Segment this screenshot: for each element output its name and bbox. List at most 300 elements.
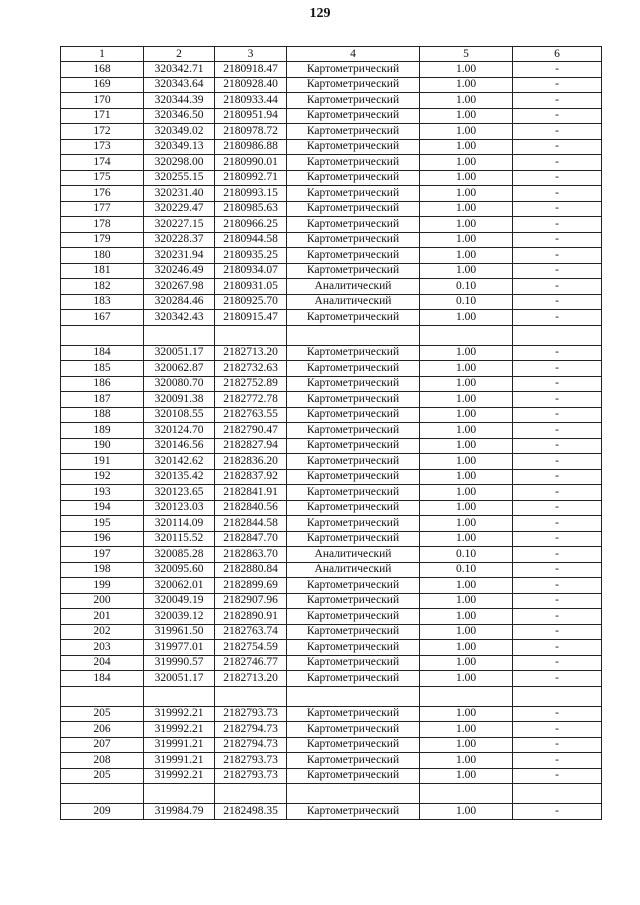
y-coordinate-cell: 2182840.56 — [215, 500, 287, 516]
accuracy-cell: 1.00 — [420, 155, 513, 171]
table-header-row — [61, 47, 602, 62]
table-row — [61, 217, 602, 233]
y-coordinate-cell: 2180990.01 — [215, 155, 287, 171]
x-coordinate-cell: 320267.98 — [144, 279, 215, 295]
table-row — [61, 454, 602, 470]
x-coordinate-cell: 320231.94 — [144, 248, 215, 264]
point-number-cell: 170 — [61, 93, 144, 109]
y-coordinate-cell: 2182863.70 — [215, 547, 287, 563]
method-cell: Картометрический — [287, 392, 420, 408]
description-cell: - — [513, 186, 602, 202]
y-coordinate-cell: 2182746.77 — [215, 655, 287, 671]
table-row — [61, 655, 602, 671]
description-cell: - — [513, 737, 602, 753]
description-cell: - — [513, 170, 602, 186]
description-cell: - — [513, 77, 602, 93]
table-row — [61, 593, 602, 609]
method-cell: Картометрический — [287, 624, 420, 640]
table-row — [61, 201, 602, 217]
table-row — [61, 737, 602, 753]
method-cell: Картометрический — [287, 232, 420, 248]
description-cell: - — [513, 562, 602, 578]
group-separator-row — [61, 686, 602, 706]
point-number-cell: 209 — [61, 804, 144, 820]
method-cell: Картометрический — [287, 516, 420, 532]
x-coordinate-cell: 320051.17 — [144, 671, 215, 687]
method-cell: Картометрический — [287, 423, 420, 439]
x-coordinate-cell: 320095.60 — [144, 562, 215, 578]
y-coordinate-cell: 2180934.07 — [215, 263, 287, 279]
point-number-cell: 173 — [61, 139, 144, 155]
description-cell: - — [513, 310, 602, 326]
accuracy-cell: 1.00 — [420, 768, 513, 784]
empty-cell — [287, 325, 420, 345]
y-coordinate-cell: 2182793.73 — [215, 768, 287, 784]
y-coordinate-cell: 2182498.35 — [215, 804, 287, 820]
empty-cell — [144, 784, 215, 804]
description-cell: - — [513, 706, 602, 722]
column-header-1: 1 — [61, 47, 144, 62]
point-number-cell: 182 — [61, 279, 144, 295]
accuracy-cell: 0.10 — [420, 547, 513, 563]
column-header-4: 4 — [287, 47, 420, 62]
accuracy-cell: 1.00 — [420, 624, 513, 640]
x-coordinate-cell: 320344.39 — [144, 93, 215, 109]
accuracy-cell: 1.00 — [420, 609, 513, 625]
x-coordinate-cell: 320108.55 — [144, 407, 215, 423]
coordinates-table — [60, 46, 602, 820]
method-cell: Картометрический — [287, 155, 420, 171]
method-cell: Картометрический — [287, 469, 420, 485]
description-cell: - — [513, 531, 602, 547]
table-row — [61, 671, 602, 687]
y-coordinate-cell: 2180928.40 — [215, 77, 287, 93]
table-row — [61, 124, 602, 140]
y-coordinate-cell: 2180978.72 — [215, 124, 287, 140]
empty-cell — [420, 325, 513, 345]
method-cell: Аналитический — [287, 547, 420, 563]
y-coordinate-cell: 2182793.73 — [215, 753, 287, 769]
y-coordinate-cell: 2182841.91 — [215, 485, 287, 501]
point-number-cell: 205 — [61, 706, 144, 722]
description-cell: - — [513, 578, 602, 594]
method-cell: Картометрический — [287, 376, 420, 392]
description-cell: - — [513, 62, 602, 78]
accuracy-cell: 0.10 — [420, 294, 513, 310]
table-row — [61, 578, 602, 594]
x-coordinate-cell: 320298.00 — [144, 155, 215, 171]
point-number-cell: 179 — [61, 232, 144, 248]
x-coordinate-cell: 320227.15 — [144, 217, 215, 233]
point-number-cell: 207 — [61, 737, 144, 753]
method-cell: Картометрический — [287, 500, 420, 516]
point-number-cell: 172 — [61, 124, 144, 140]
accuracy-cell: 1.00 — [420, 485, 513, 501]
x-coordinate-cell: 320123.65 — [144, 485, 215, 501]
accuracy-cell: 0.10 — [420, 562, 513, 578]
x-coordinate-cell: 320124.70 — [144, 423, 215, 439]
accuracy-cell: 1.00 — [420, 108, 513, 124]
method-cell: Картометрический — [287, 108, 420, 124]
y-coordinate-cell: 2180925.70 — [215, 294, 287, 310]
point-number-cell: 185 — [61, 361, 144, 377]
description-cell: - — [513, 609, 602, 625]
method-cell: Картометрический — [287, 655, 420, 671]
method-cell: Картометрический — [287, 706, 420, 722]
table-row — [61, 93, 602, 109]
table-row — [61, 804, 602, 820]
point-number-cell: 199 — [61, 578, 144, 594]
x-coordinate-cell: 320255.15 — [144, 170, 215, 186]
accuracy-cell: 1.00 — [420, 438, 513, 454]
table-row — [61, 345, 602, 361]
point-number-cell: 192 — [61, 469, 144, 485]
description-cell: - — [513, 108, 602, 124]
description-cell: - — [513, 624, 602, 640]
description-cell: - — [513, 516, 602, 532]
table-row — [61, 108, 602, 124]
page-number: 129 — [309, 6, 331, 21]
accuracy-cell: 1.00 — [420, 531, 513, 547]
point-number-cell: 194 — [61, 500, 144, 516]
x-coordinate-cell: 319992.21 — [144, 706, 215, 722]
method-cell: Картометрический — [287, 578, 420, 594]
x-coordinate-cell: 320284.46 — [144, 294, 215, 310]
method-cell: Картометрический — [287, 485, 420, 501]
method-cell: Картометрический — [287, 186, 420, 202]
accuracy-cell: 1.00 — [420, 804, 513, 820]
table-row — [61, 624, 602, 640]
x-coordinate-cell: 320349.13 — [144, 139, 215, 155]
method-cell: Картометрический — [287, 804, 420, 820]
x-coordinate-cell: 320228.37 — [144, 232, 215, 248]
table-row — [61, 186, 602, 202]
table-row — [61, 139, 602, 155]
x-coordinate-cell: 320246.49 — [144, 263, 215, 279]
point-number-cell: 167 — [61, 310, 144, 326]
description-cell: - — [513, 454, 602, 470]
point-number-cell: 190 — [61, 438, 144, 454]
accuracy-cell: 1.00 — [420, 516, 513, 532]
x-coordinate-cell: 319984.79 — [144, 804, 215, 820]
accuracy-cell: 1.00 — [420, 593, 513, 609]
x-coordinate-cell: 320062.01 — [144, 578, 215, 594]
description-cell: - — [513, 593, 602, 609]
accuracy-cell: 0.10 — [420, 279, 513, 295]
empty-cell — [144, 325, 215, 345]
description-cell: - — [513, 671, 602, 687]
y-coordinate-cell: 2182713.20 — [215, 345, 287, 361]
y-coordinate-cell: 2182890.91 — [215, 609, 287, 625]
description-cell: - — [513, 655, 602, 671]
empty-cell — [513, 784, 602, 804]
description-cell: - — [513, 423, 602, 439]
x-coordinate-cell: 320051.17 — [144, 345, 215, 361]
point-number-cell: 188 — [61, 407, 144, 423]
method-cell: Картометрический — [287, 768, 420, 784]
description-cell: - — [513, 438, 602, 454]
point-number-cell: 178 — [61, 217, 144, 233]
point-number-cell: 195 — [61, 516, 144, 532]
description-cell: - — [513, 294, 602, 310]
point-number-cell: 186 — [61, 376, 144, 392]
y-coordinate-cell: 2180993.15 — [215, 186, 287, 202]
accuracy-cell: 1.00 — [420, 217, 513, 233]
description-cell: - — [513, 804, 602, 820]
method-cell: Картометрический — [287, 345, 420, 361]
y-coordinate-cell: 2182836.20 — [215, 454, 287, 470]
y-coordinate-cell: 2180966.25 — [215, 217, 287, 233]
point-number-cell: 184 — [61, 345, 144, 361]
y-coordinate-cell: 2182844.58 — [215, 516, 287, 532]
table-row — [61, 485, 602, 501]
description-cell: - — [513, 768, 602, 784]
point-number-cell: 180 — [61, 248, 144, 264]
description-cell: - — [513, 753, 602, 769]
x-coordinate-cell: 320039.12 — [144, 609, 215, 625]
group-separator-row — [61, 325, 602, 345]
x-coordinate-cell: 320085.28 — [144, 547, 215, 563]
point-number-cell: 184 — [61, 671, 144, 687]
accuracy-cell: 1.00 — [420, 186, 513, 202]
x-coordinate-cell: 320229.47 — [144, 201, 215, 217]
method-cell: Картометрический — [287, 217, 420, 233]
x-coordinate-cell: 320123.03 — [144, 500, 215, 516]
point-number-cell: 174 — [61, 155, 144, 171]
x-coordinate-cell: 320346.50 — [144, 108, 215, 124]
y-coordinate-cell: 2180944.58 — [215, 232, 287, 248]
y-coordinate-cell: 2182732.63 — [215, 361, 287, 377]
accuracy-cell: 1.00 — [420, 706, 513, 722]
y-coordinate-cell: 2182754.59 — [215, 640, 287, 656]
x-coordinate-cell: 319961.50 — [144, 624, 215, 640]
table-row — [61, 248, 602, 264]
accuracy-cell: 1.00 — [420, 232, 513, 248]
method-cell: Аналитический — [287, 294, 420, 310]
description-cell: - — [513, 485, 602, 501]
accuracy-cell: 1.00 — [420, 500, 513, 516]
description-cell: - — [513, 279, 602, 295]
empty-cell — [61, 686, 144, 706]
table-row — [61, 77, 602, 93]
point-number-cell: 196 — [61, 531, 144, 547]
method-cell: Картометрический — [287, 722, 420, 738]
accuracy-cell: 1.00 — [420, 753, 513, 769]
table-row — [61, 392, 602, 408]
x-coordinate-cell: 320080.70 — [144, 376, 215, 392]
method-cell: Картометрический — [287, 93, 420, 109]
x-coordinate-cell: 319991.21 — [144, 737, 215, 753]
y-coordinate-cell: 2182907.96 — [215, 593, 287, 609]
description-cell: - — [513, 232, 602, 248]
table-row — [61, 361, 602, 377]
method-cell: Картометрический — [287, 310, 420, 326]
point-number-cell: 201 — [61, 609, 144, 625]
method-cell: Картометрический — [287, 139, 420, 155]
x-coordinate-cell: 320231.40 — [144, 186, 215, 202]
description-cell: - — [513, 93, 602, 109]
method-cell: Картометрический — [287, 753, 420, 769]
empty-cell — [61, 325, 144, 345]
y-coordinate-cell: 2182837.92 — [215, 469, 287, 485]
table-row — [61, 263, 602, 279]
table-row — [61, 155, 602, 171]
table-row — [61, 753, 602, 769]
description-cell: - — [513, 469, 602, 485]
description-cell: - — [513, 124, 602, 140]
point-number-cell: 169 — [61, 77, 144, 93]
y-coordinate-cell: 2180915.47 — [215, 310, 287, 326]
table-row — [61, 232, 602, 248]
accuracy-cell: 1.00 — [420, 671, 513, 687]
point-number-cell: 191 — [61, 454, 144, 470]
x-coordinate-cell: 320135.42 — [144, 469, 215, 485]
table-row — [61, 706, 602, 722]
x-coordinate-cell: 319990.57 — [144, 655, 215, 671]
y-coordinate-cell: 2180931.05 — [215, 279, 287, 295]
empty-cell — [513, 686, 602, 706]
y-coordinate-cell: 2182794.73 — [215, 737, 287, 753]
description-cell: - — [513, 392, 602, 408]
group-separator-row — [61, 784, 602, 804]
empty-cell — [215, 325, 287, 345]
description-cell: - — [513, 500, 602, 516]
description-cell: - — [513, 407, 602, 423]
table-row — [61, 531, 602, 547]
x-coordinate-cell: 320342.43 — [144, 310, 215, 326]
point-number-cell: 181 — [61, 263, 144, 279]
y-coordinate-cell: 2180985.63 — [215, 201, 287, 217]
y-coordinate-cell: 2182827.94 — [215, 438, 287, 454]
point-number-cell: 193 — [61, 485, 144, 501]
point-number-cell: 175 — [61, 170, 144, 186]
method-cell: Картометрический — [287, 77, 420, 93]
method-cell: Картометрический — [287, 737, 420, 753]
table-row — [61, 516, 602, 532]
point-number-cell: 206 — [61, 722, 144, 738]
method-cell: Картометрический — [287, 593, 420, 609]
accuracy-cell: 1.00 — [420, 201, 513, 217]
point-number-cell: 189 — [61, 423, 144, 439]
empty-cell — [287, 686, 420, 706]
y-coordinate-cell: 2182763.55 — [215, 407, 287, 423]
accuracy-cell: 1.00 — [420, 170, 513, 186]
method-cell: Картометрический — [287, 124, 420, 140]
empty-cell — [287, 784, 420, 804]
accuracy-cell: 1.00 — [420, 124, 513, 140]
x-coordinate-cell: 320342.71 — [144, 62, 215, 78]
accuracy-cell: 1.00 — [420, 407, 513, 423]
description-cell: - — [513, 217, 602, 233]
method-cell: Картометрический — [287, 170, 420, 186]
accuracy-cell: 1.00 — [420, 469, 513, 485]
accuracy-cell: 1.00 — [420, 62, 513, 78]
method-cell: Картометрический — [287, 407, 420, 423]
table-row — [61, 407, 602, 423]
y-coordinate-cell: 2182772.78 — [215, 392, 287, 408]
y-coordinate-cell: 2182899.69 — [215, 578, 287, 594]
description-cell: - — [513, 345, 602, 361]
point-number-cell: 205 — [61, 768, 144, 784]
accuracy-cell: 1.00 — [420, 454, 513, 470]
table-row — [61, 722, 602, 738]
x-coordinate-cell: 320343.64 — [144, 77, 215, 93]
table-row — [61, 294, 602, 310]
table-row — [61, 609, 602, 625]
description-cell: - — [513, 376, 602, 392]
y-coordinate-cell: 2182752.89 — [215, 376, 287, 392]
point-number-cell: 208 — [61, 753, 144, 769]
method-cell: Картометрический — [287, 248, 420, 264]
table-row — [61, 768, 602, 784]
method-cell: Аналитический — [287, 562, 420, 578]
description-cell: - — [513, 201, 602, 217]
empty-cell — [215, 686, 287, 706]
accuracy-cell: 1.00 — [420, 640, 513, 656]
y-coordinate-cell: 2182880.84 — [215, 562, 287, 578]
empty-cell — [420, 784, 513, 804]
description-cell: - — [513, 547, 602, 563]
table-row — [61, 438, 602, 454]
y-coordinate-cell: 2182763.74 — [215, 624, 287, 640]
point-number-cell: 197 — [61, 547, 144, 563]
x-coordinate-cell: 320062.87 — [144, 361, 215, 377]
column-header-3: 3 — [215, 47, 287, 62]
empty-cell — [144, 686, 215, 706]
method-cell: Картометрический — [287, 454, 420, 470]
x-coordinate-cell: 319977.01 — [144, 640, 215, 656]
empty-cell — [513, 325, 602, 345]
x-coordinate-cell: 320115.52 — [144, 531, 215, 547]
method-cell: Картометрический — [287, 361, 420, 377]
empty-cell — [420, 686, 513, 706]
table-row — [61, 62, 602, 78]
table-row — [61, 500, 602, 516]
y-coordinate-cell: 2180951.94 — [215, 108, 287, 124]
accuracy-cell: 1.00 — [420, 77, 513, 93]
method-cell: Картометрический — [287, 531, 420, 547]
y-coordinate-cell: 2182847.70 — [215, 531, 287, 547]
method-cell: Картометрический — [287, 640, 420, 656]
coordinates-table-body — [61, 47, 602, 820]
accuracy-cell: 1.00 — [420, 423, 513, 439]
method-cell: Картометрический — [287, 671, 420, 687]
column-header-6: 6 — [513, 47, 602, 62]
point-number-cell: 168 — [61, 62, 144, 78]
method-cell: Картометрический — [287, 201, 420, 217]
x-coordinate-cell: 319992.21 — [144, 722, 215, 738]
column-header-5: 5 — [420, 47, 513, 62]
accuracy-cell: 1.00 — [420, 248, 513, 264]
x-coordinate-cell: 320114.09 — [144, 516, 215, 532]
accuracy-cell: 1.00 — [420, 345, 513, 361]
y-coordinate-cell: 2180933.44 — [215, 93, 287, 109]
point-number-cell: 183 — [61, 294, 144, 310]
table-row — [61, 376, 602, 392]
accuracy-cell: 1.00 — [420, 263, 513, 279]
y-coordinate-cell: 2182713.20 — [215, 671, 287, 687]
y-coordinate-cell: 2182793.73 — [215, 706, 287, 722]
point-number-cell: 204 — [61, 655, 144, 671]
x-coordinate-cell: 320146.56 — [144, 438, 215, 454]
table-row — [61, 640, 602, 656]
y-coordinate-cell: 2180986.88 — [215, 139, 287, 155]
description-cell: - — [513, 361, 602, 377]
x-coordinate-cell: 319991.21 — [144, 753, 215, 769]
column-header-2: 2 — [144, 47, 215, 62]
method-cell: Аналитический — [287, 279, 420, 295]
accuracy-cell: 1.00 — [420, 93, 513, 109]
